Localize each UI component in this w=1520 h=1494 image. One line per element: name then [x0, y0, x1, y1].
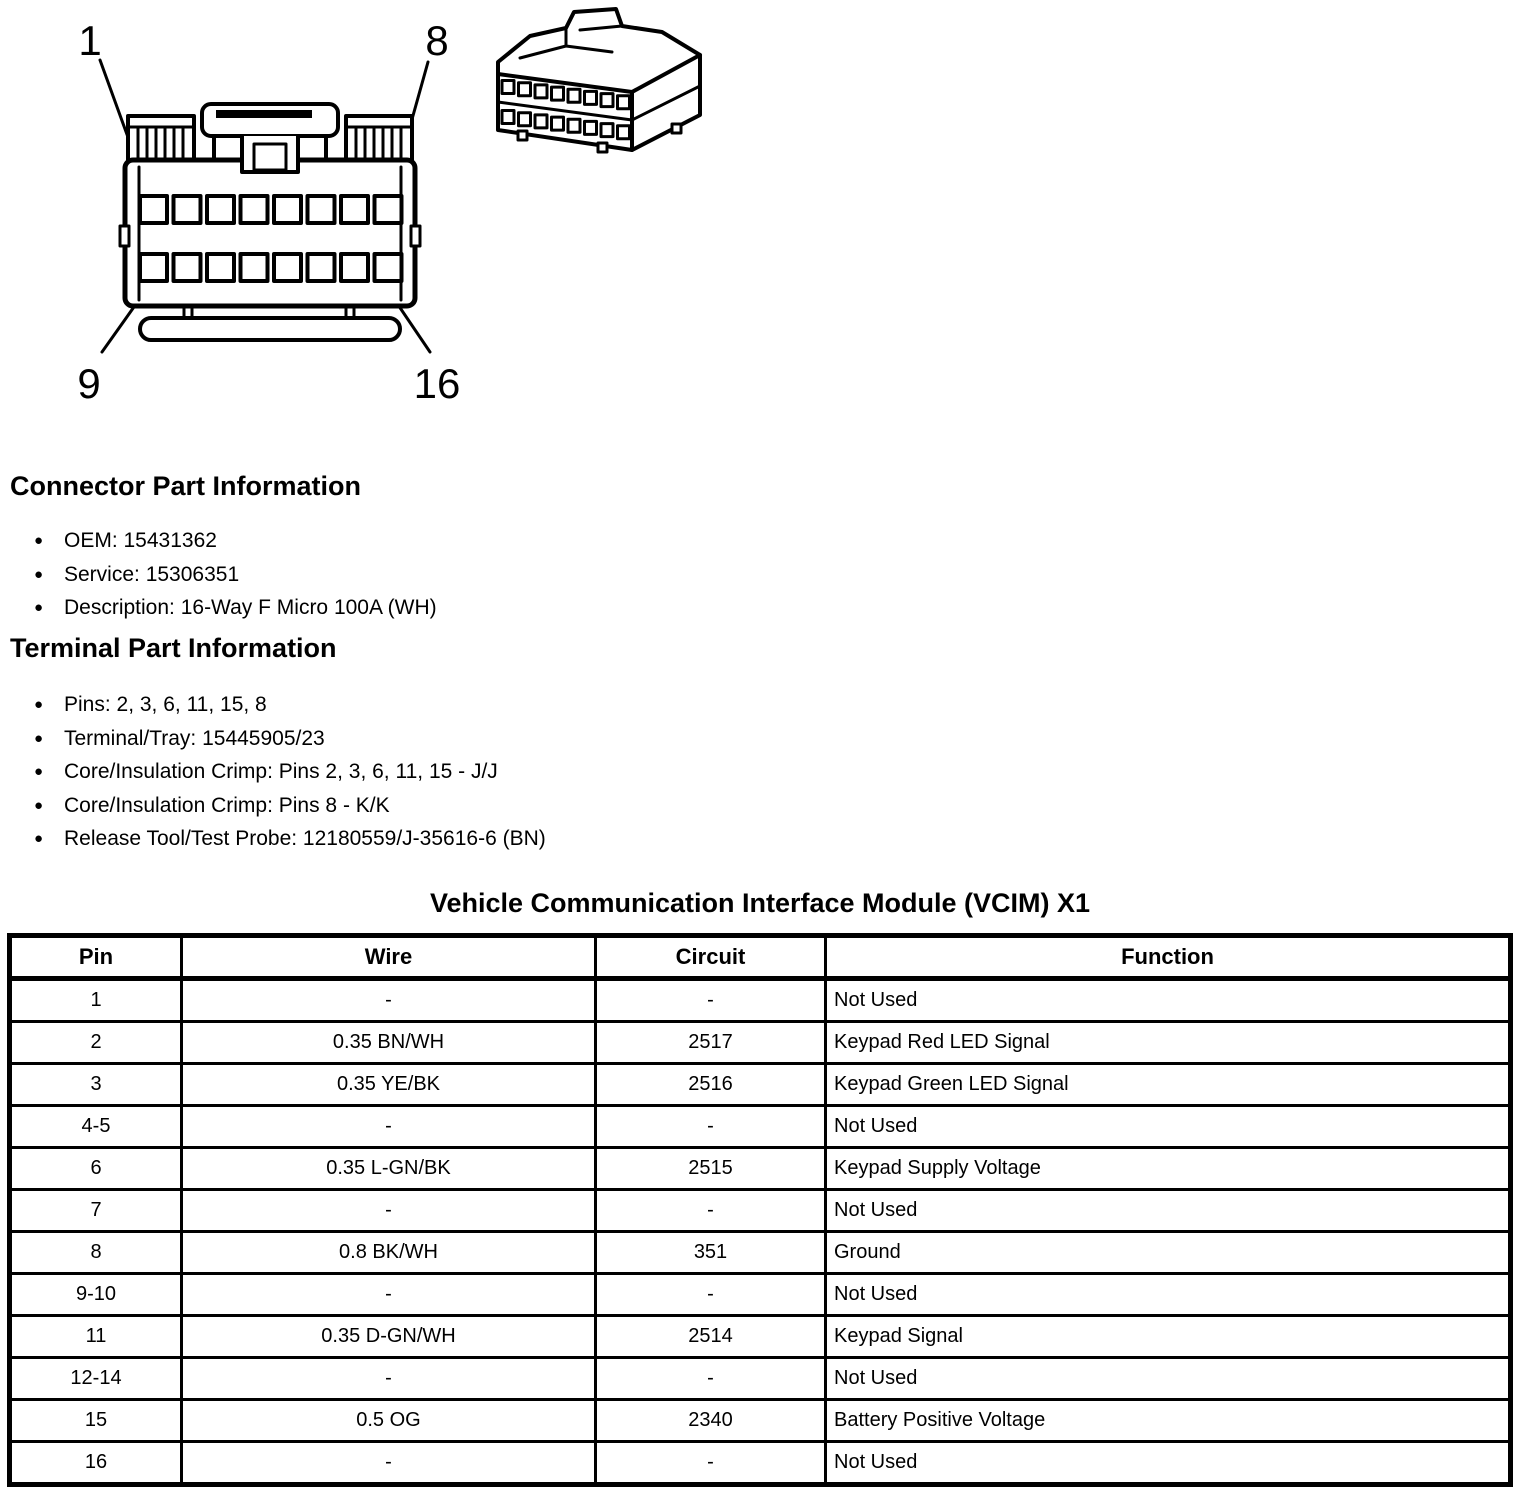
cell-function: Keypad Supply Voltage	[826, 1148, 1511, 1190]
pin-label-8: 8	[425, 17, 449, 64]
list-item-text: Terminal/Tray: 15445905/23	[64, 726, 325, 750]
cell-circuit: 2515	[596, 1148, 826, 1190]
cell-wire: 0.5 OG	[182, 1400, 596, 1442]
column-header-wire: Wire	[182, 936, 596, 979]
list-item-text: OEM: 15431362	[64, 529, 217, 552]
cell-function: Keypad Signal	[826, 1316, 1511, 1358]
pin-label-9: 9	[77, 360, 101, 407]
table-row	[10, 1232, 1511, 1274]
bullet-icon: ●	[34, 830, 44, 847]
cell-pin: 1	[10, 979, 182, 1022]
list-item-text: Core/Insulation Crimp: Pins 8 - K/K	[64, 793, 390, 817]
cell-wire: -	[182, 1190, 596, 1232]
bullet-icon: ●	[34, 796, 44, 814]
list-item	[34, 558, 437, 592]
cell-function: Ground	[826, 1232, 1511, 1274]
list-item	[34, 755, 546, 789]
cell-pin: 3	[10, 1064, 182, 1106]
cell-function: Keypad Green LED Signal	[826, 1064, 1511, 1106]
cell-wire: 0.8 BK/WH	[182, 1232, 596, 1274]
list-item	[34, 524, 437, 558]
cell-pin: 9-10	[10, 1274, 182, 1316]
cell-pin: 15	[10, 1400, 182, 1442]
table-row	[10, 1190, 1511, 1232]
list-item-text: Release Tool/Test Probe: 12180559/J-35616-6 (BN)	[64, 827, 546, 850]
bullet-icon: ●	[34, 599, 44, 616]
table-row	[10, 979, 1511, 1022]
cell-pin: 2	[10, 1022, 182, 1064]
cell-pin: 16	[10, 1442, 182, 1485]
cell-function: Keypad Red LED Signal	[826, 1022, 1511, 1064]
bullet-icon: ●	[34, 696, 44, 713]
cell-function: Not Used	[826, 979, 1511, 1022]
list-item	[34, 722, 546, 756]
table-header-row	[10, 936, 1511, 979]
connector-front-view	[120, 104, 420, 340]
cell-circuit: 351	[596, 1232, 826, 1274]
column-header-function: Function	[826, 936, 1511, 979]
cell-circuit: -	[596, 1442, 826, 1485]
list-item-text: Pins: 2, 3, 6, 11, 15, 8	[64, 693, 267, 716]
table-row	[10, 1358, 1511, 1400]
bullet-icon: ●	[34, 729, 44, 747]
cell-wire: 0.35 BN/WH	[182, 1022, 596, 1064]
cell-circuit: 2340	[596, 1400, 826, 1442]
list-item-text: Description: 16-Way F Micro 100A (WH)	[64, 596, 437, 619]
connector-part-info-heading: Connector Part Information	[10, 471, 362, 501]
cell-pin: 7	[10, 1190, 182, 1232]
column-header-pin: Pin	[10, 936, 182, 979]
cell-function: Not Used	[826, 1274, 1511, 1316]
table-row	[10, 1064, 1511, 1106]
cell-circuit: -	[596, 1106, 826, 1148]
list-item-text: Service: 15306351	[64, 562, 240, 586]
bullet-icon: ●	[34, 763, 44, 780]
cell-wire: 0.35 D-GN/WH	[182, 1316, 596, 1358]
cell-wire: -	[182, 1274, 596, 1316]
table-row	[10, 1316, 1511, 1358]
cell-pin: 4-5	[10, 1106, 182, 1148]
list-item-text: Core/Insulation Crimp: Pins 2, 3, 6, 11, 15 - J/J	[64, 760, 498, 783]
cell-circuit: 2516	[596, 1064, 826, 1106]
cell-wire: -	[182, 1442, 596, 1485]
table-row	[10, 1106, 1511, 1148]
table-row	[10, 1148, 1511, 1190]
cell-function: Not Used	[826, 1442, 1511, 1485]
cell-wire: 0.35 L-GN/BK	[182, 1148, 596, 1190]
list-item	[34, 688, 546, 722]
connector-diagram	[0, 0, 760, 440]
cell-pin: 11	[10, 1316, 182, 1358]
list-item	[34, 591, 437, 625]
pin-label-16: 16	[413, 360, 461, 407]
cell-circuit: 2514	[596, 1316, 826, 1358]
connector-3d-view	[498, 9, 700, 152]
cell-circuit: -	[596, 1190, 826, 1232]
cell-circuit: -	[596, 979, 826, 1022]
cell-pin: 12-14	[10, 1358, 182, 1400]
cell-function: Not Used	[826, 1106, 1511, 1148]
cell-wire: 0.35 YE/BK	[182, 1064, 596, 1106]
bullet-icon: ●	[34, 532, 44, 549]
cell-function: Battery Positive Voltage	[826, 1400, 1511, 1442]
cell-function: Not Used	[826, 1358, 1511, 1400]
table-row	[10, 1442, 1511, 1485]
connector-diagram-svg	[0, 0, 760, 440]
terminal-part-info-heading: Terminal Part Information	[10, 633, 337, 663]
cell-circuit: -	[596, 1358, 826, 1400]
cell-circuit: 2517	[596, 1022, 826, 1064]
table-row	[10, 1022, 1511, 1064]
cell-pin: 8	[10, 1232, 182, 1274]
list-item	[34, 822, 546, 856]
cell-wire: -	[182, 979, 596, 1022]
bullet-icon: ●	[34, 565, 44, 583]
table-row	[10, 1400, 1511, 1442]
terminal-part-info-list	[34, 688, 546, 856]
vcim-x1-pinout-table	[7, 933, 1513, 1487]
table-title: Vehicle Communication Interface Module (VCIM) X1	[429, 888, 1091, 918]
cell-wire: -	[182, 1106, 596, 1148]
list-item	[34, 789, 546, 823]
pin-label-1: 1	[78, 17, 102, 64]
cell-circuit: -	[596, 1274, 826, 1316]
cell-pin: 6	[10, 1148, 182, 1190]
cell-function: Not Used	[826, 1190, 1511, 1232]
table-row	[10, 1274, 1511, 1316]
cell-wire: -	[182, 1358, 596, 1400]
column-header-circuit: Circuit	[596, 936, 826, 979]
connector-part-info-list	[34, 524, 437, 625]
